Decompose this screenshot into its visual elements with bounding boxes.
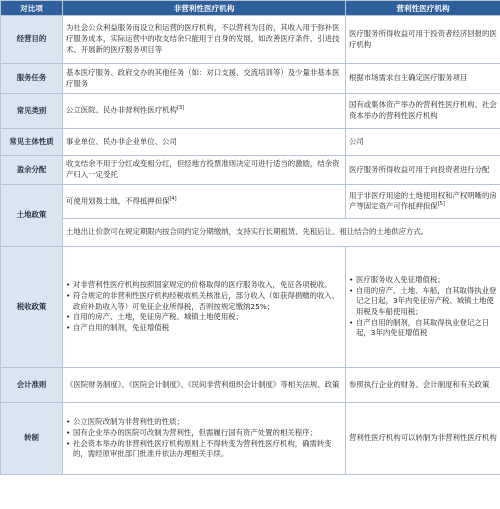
conversion-forprofit: 营利性医疗机构可以转制为非营利性医疗机构 [346, 403, 500, 475]
table-row [1, 94, 500, 129]
table-row [1, 129, 500, 156]
distribution-forprofit: 医疗服务所得收益可用于向投资者进行分配 [346, 156, 500, 185]
list-item: • 医疗服务收入免征增值税； [349, 275, 497, 286]
conversion-nonprofit-list [66, 417, 342, 460]
table-row [1, 368, 500, 403]
tax-nonprofit [63, 247, 346, 368]
service-nonprofit: 基本医疗服务、政府交办的其他任务（如：对口支援、交流培训等）及少量非基本医疗服务 [63, 64, 346, 94]
row-label-land: 土地政策 [1, 185, 63, 247]
examples-nonprofit [63, 94, 346, 129]
table-row [1, 16, 500, 64]
table-row [1, 403, 500, 475]
list-item: • 自产自用的制剂，免征增值税 [66, 323, 342, 334]
purpose-nonprofit: 为社会公众利益服务而设立和运营的医疗机构，不以营利为目的，其收入用于弥补医疗服务成本，实际运营中的收支结余只能用于自身的发展，如改善医疗条件、引进技术、开展新的医疗服务项目等 [63, 16, 346, 64]
land-nonprofit-text: 可使用划拨土地，不得抵押担保 [66, 196, 170, 206]
row-label-purpose: 经营目的 [1, 16, 63, 64]
land-nonprofit [63, 185, 346, 219]
distribution-nonprofit: 收支结余不用于分红或变相分红，但经地方投票准则决定可进行适当的激励，结余资产归入一定受托 [63, 156, 346, 185]
land-shared: 土地出让价款可在规定期限内按合同约定分期缴纳，支持实行长期租赁、先租后让、租让结合的土地供应方式。 [63, 219, 500, 247]
table-row [1, 219, 500, 247]
table-row [1, 64, 500, 94]
conversion-nonprofit [63, 403, 346, 475]
list-item: • 自用的房产、土地、车船，自其取得执业登记之日起，3年内免征房产税、城镇土地使用税及车船使用税； [349, 286, 497, 318]
header-nonprofit: 非营利性医疗机构 [63, 1, 346, 16]
accounting-forprofit: 参照执行企业的财务、会计制度和有关政策 [346, 368, 500, 403]
list-item: • 公立医院改制为非营利性的性质； [66, 417, 342, 428]
service-forprofit: 根据市场需求自主确定医疗服务项目 [346, 64, 500, 94]
list-item: • 自产自用的制剂，自其取得执业登记之日起，3年内免征增值税 [349, 318, 497, 339]
footnote-ref: [4] [169, 195, 177, 202]
accounting-nonprofit: 《医院财务制度》、《医院会计制度》、《民间非营利组织会计制度》等相关法规、政策 [63, 368, 346, 403]
header-comparison-item: 对比项 [1, 1, 63, 16]
footnote-ref: [3] [176, 105, 184, 112]
list-item: • 自用的房产、土地，免征房产税、城镇土地使用税； [66, 312, 342, 323]
row-label-tax: 税收政策 [1, 247, 63, 368]
tax-forprofit [346, 247, 500, 368]
row-label-accounting: 会计准则 [1, 368, 63, 403]
row-label-distribution: 盈余分配 [1, 156, 63, 185]
row-label-service: 服务任务 [1, 64, 63, 94]
list-item: • 社会资本举办的非营利性医疗机构原则上不得转变为营利性医疗机构，确需转变的，需经原审批部门批准并依法办理相关手续。 [66, 439, 342, 460]
row-label-conversion: 转制 [1, 403, 63, 475]
land-forprofit-text: 用于非医疗用途的土地使用权和产权明晰的房产等固定资产可作抵押担保 [349, 190, 497, 211]
examples-forprofit: 国有或集体资产举办的营利性医疗机构、社会资本举办的营利性医疗机构 [346, 94, 500, 129]
purpose-forprofit: 医疗服务所得收益可用于投资者经济回报的医疗机构 [346, 16, 500, 64]
entity-forprofit: 公司 [346, 129, 500, 156]
list-item: • 符合规定的非营利性医疗机构经税收机关核准后，部分收入（如获得捐赠的收入、政府补助收入等）可免征企业所得税，否则按规定缴纳25%； [66, 291, 342, 312]
table-row [1, 185, 500, 219]
examples-nonprofit-text: 公立医院、民办非营利性医疗机构 [66, 105, 177, 115]
list-item: • 对非营利性医疗机构按照国家规定的价格取得的医疗服务收入，免征各项税收。 [66, 280, 342, 291]
tax-forprofit-list [349, 275, 497, 339]
row-label-examples: 常见类别 [1, 94, 63, 129]
land-forprofit [346, 185, 500, 219]
list-item: • 国有企业举办的医院可改制为营利性，但需履行国有资产处置的相关程序； [66, 428, 342, 439]
row-label-entity: 常见主体性质 [1, 129, 63, 156]
table-row [1, 156, 500, 185]
table-row [1, 247, 500, 368]
header-forprofit: 营利性医疗机构 [346, 1, 500, 16]
footnote-ref: [5] [437, 201, 445, 208]
tax-nonprofit-list [66, 280, 342, 334]
table-header-row [1, 1, 500, 16]
entity-nonprofit: 事业单位、民办非企业单位、公司 [63, 129, 346, 156]
